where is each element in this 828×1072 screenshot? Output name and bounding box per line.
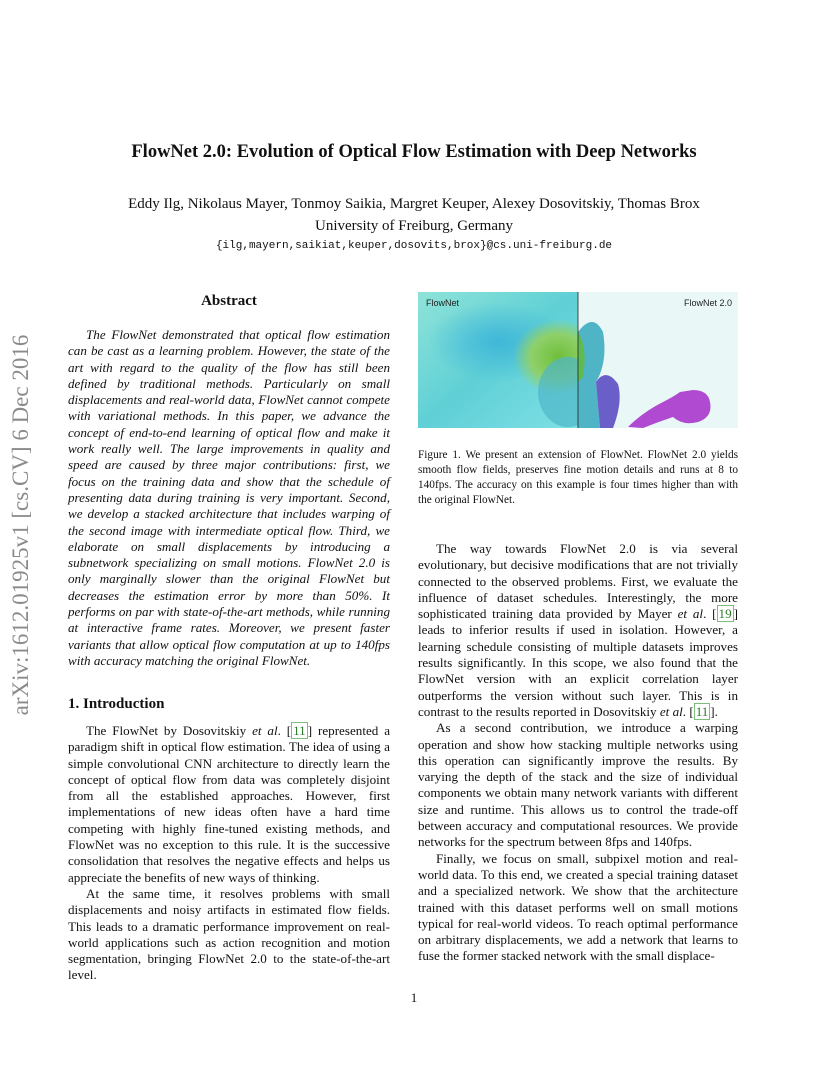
abstract-heading: Abstract [201,293,257,309]
right-paragraph-2: As a second contribution, we introduce a warping operation and show how stacking multiple networks using this operation can significantly improve the results. By varying the depth of the stack and the size of individual components we obtain many network variants with different size and runtime. This allows us to control the trade-off between accuracy and computational resources. We provide networks for the spectrum between 8fps and 140fps. [418,720,738,850]
figure-label-left: FlowNet [426,298,460,308]
intro-paragraph-2: At the same time, it resolves problems with small displacements and noisy artifacts in estimated flow fields. This leads to a dramatic performance improvement on real-world applications such as action recognition and motion segmentation, bringing FlowNet 2.0 to the state-of-the-art level. [68,885,390,983]
page-number: 1 [410,990,418,1005]
citation-link[interactable]: 11 [695,703,709,719]
author-list: Eddy Ilg, Nikolaus Mayer, Tonmoy Saikia, Margret Keuper, Alexey Dosovitskiy, Thomas Brox [128,196,700,212]
introduction-text [68,723,390,984]
figure-1-caption: Figure 1. We present an extension of FlowNet. FlowNet 2.0 yields smooth flow fields, preserves fine motion details and runs at 8 to 140fps. The accuracy on this example is four times higher than with the original FlowNet. [418,449,738,506]
paper-title: FlowNet 2.0: Evolution of Optical Flow Estimation with Deep Networks [131,142,697,162]
intro-paragraph-1: The FlowNet by Dosovitskiy et al. [ 11 ] represented a paradigm shift in optical flow estimation. The idea of using a simple convolutional CNN architecture to directly learn the concept of optical flow from data was completely disjoint from all the established approaches. However, first implementations of new ideas often have a hard time competing with highly fine-tuned existing methods, and FlowNet was no exception to this rule. It is the successive consolidation that resolves the negative effects and helps us appreciate the benefits of new ways of thinking. [68,723,391,885]
right-paragraph-1: The way towards FlowNet 2.0 is via several evolutionary, but decisive modifications that are not trivially connected to the observed problems. First, we evaluate the influence of dataset schedules. Interestingly, the more sophisticated training data provided by Mayer et al. [ 19 ] leads to inferior results if used in isolation. However, a learning schedule consisting of multiple datasets improves results significantly. In this scope, we also found that the FlowNet version with an explicit correlation layer outperforms the version without such layer. This is in contrast to the results reported in Dosovitskiy et al. [ 11 ]. [418,541,738,719]
citation-link[interactable]: 11 [293,723,306,738]
right-column-text [418,541,738,965]
introduction-heading: 1. Introduction [68,696,165,712]
affiliation: University of Freiburg, Germany [314,218,514,234]
arxiv-id: arXiv:1612.01925v1 [cs.CV] 6 Dec 2016 [8,334,33,716]
figure-label-right: FlowNet 2.0 [683,298,732,308]
citation-link[interactable]: 19 [718,606,732,622]
arxiv-stamp [8,290,38,760]
figure-1-image [418,292,738,428]
author-emails: {ilg,mayern,saikiat,keuper,dosovits,brox}@cs.uni-freiburg.de [215,240,613,252]
right-paragraph-3: Finally, we focus on small, subpixel motion and real-world data. To this end, we created a special training dataset and a specialized network. We show that the architecture trained with this dataset performs well on small motions typical for real-world videos. To reach optimal performance on arbitrary displacements, we add a network that learns to fuse the former stacked network with the small displace- [418,850,738,964]
abstract-text: The FlowNet demonstrated that optical flow estimation can be cast as a learning problem. However, the state of the art with regard to the quality of the flow has still been defined by traditional methods. Particularly on small displacements and real-world data, FlowNet cannot compete with variational methods. In this paper, we advance the concept of end-to-end learning of optical flow and make it work really well. The large improvements in quality and speed are caused by three major contributions: first, we focus on the training data and show that the schedule of presenting data during training is very important. Second, we develop a stacked architecture that includes warping of the second image with intermediate optical flow. Third, we elaborate on small displacements by introducing a subnetwork specializing on small motions. FlowNet 2.0 is only marginally slower than the original FlowNet but decreases the estimation error by more than 50%. It performs on par with state-of-the-art methods, while running at interactive frame rates. Moreover, we present faster variants that allow optical flow computation at up to 140fps with accuracy matching the original FlowNet. [68,327,390,668]
